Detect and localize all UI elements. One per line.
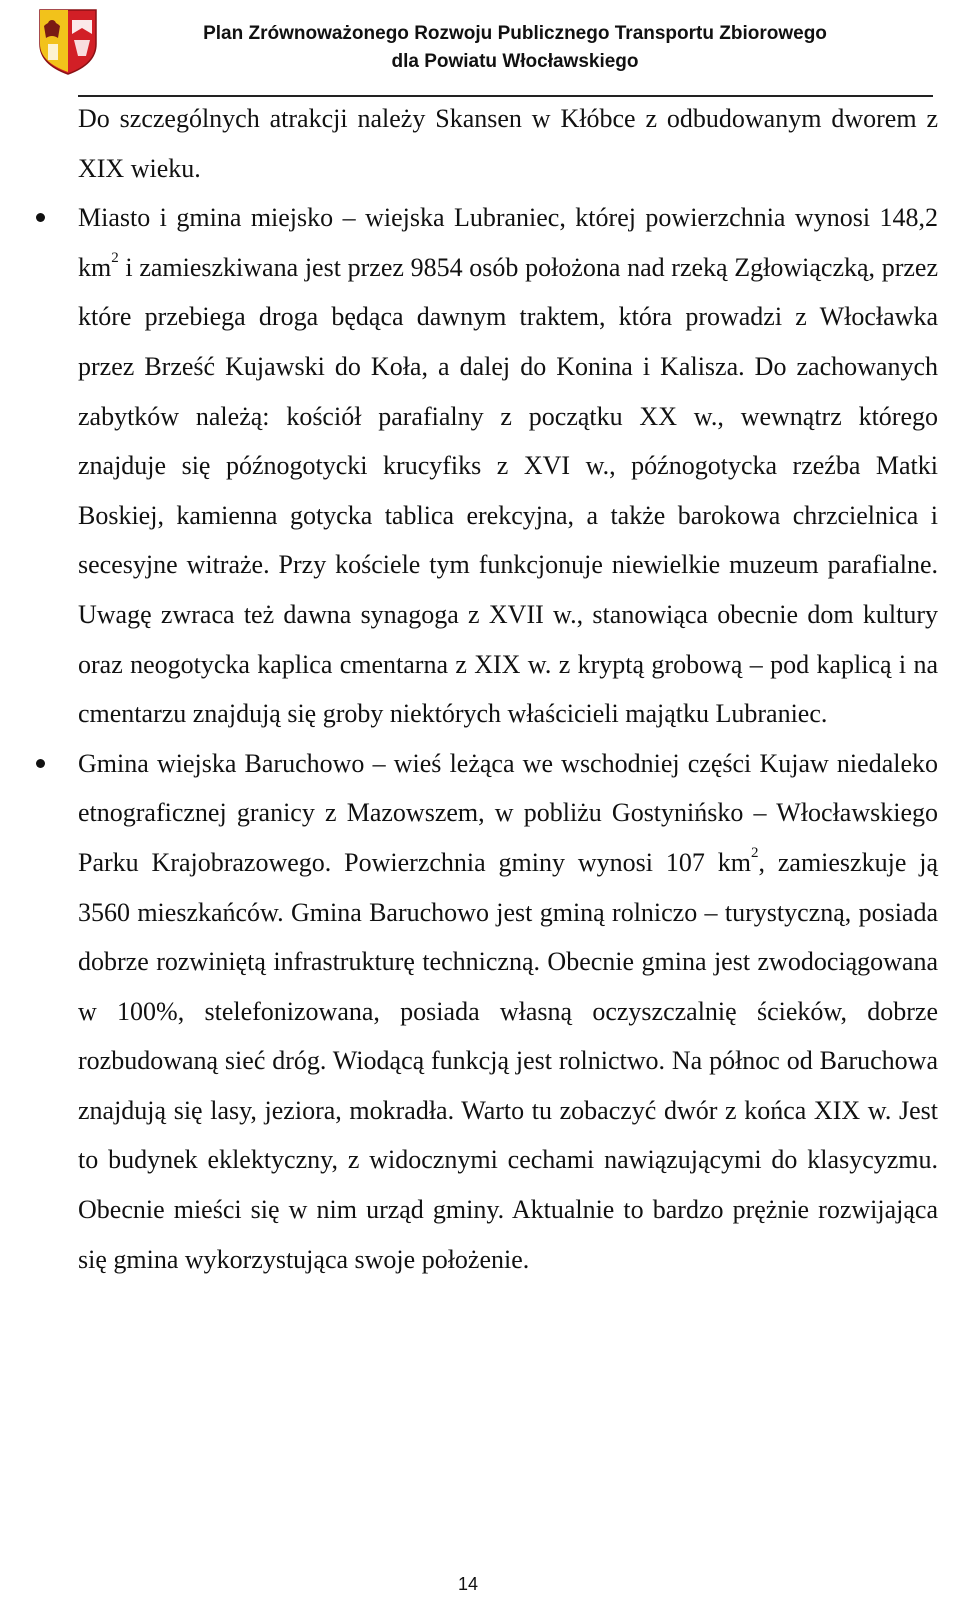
coat-of-arms-icon xyxy=(34,4,102,76)
document-title-line1: Plan Zrównoważonego Rozwoju Publicznego Transportu Zbiorowego xyxy=(203,23,827,44)
list-item-baruchowo xyxy=(78,739,938,1285)
paragraph-baruchowo xyxy=(78,739,938,1285)
paragraph-continuation: Do szczególnych atrakcji należy Skansen w Kłóbce z odbudowanym dworem z XIX wieku. xyxy=(78,104,938,183)
body-text xyxy=(78,94,938,1284)
baruchowo-text-part2: , zamieszkuje ją 3560 mieszkańców. Gmina Baruchowo jest gminą rolniczo – turystyczną, posiada dobrze rozwiniętą infrastrukturę techniczną. Obecnie gmina jest zwodociągowana w 100%, stelefonizowana, posiada własną oczyszczalnię ścieków, dobrze rozbudowaną sieć dróg. Wiodącą funkcją jest rolnictwo. Na północ od Baruchowa znajdują się lasy, jeziora, mokradła. Warto tu zobaczyć dwór z końca XIX w. Jest to budynek eklektyczny, z widocznymi cechami nawiązującymi do klasycyzmu. Obecnie mieści się w nim urząd gminy. Aktualnie to bardzo prężnie rozwijająca się gmina wykorzystująca swoje położenie. xyxy=(78,847,938,1274)
page-header xyxy=(0,0,960,100)
document-title-line2: dla Powiatu Włocławskiego xyxy=(391,51,639,72)
list-item-lubraniec xyxy=(78,193,938,739)
bullet-icon xyxy=(36,759,45,768)
lubraniec-text-part1: Miasto i gmina miejsko – wiejska Lubraniec, której powierzchnia wynosi 148,2 km xyxy=(78,203,938,282)
bullet-icon xyxy=(36,213,45,222)
page-number: 14 xyxy=(457,1574,479,1594)
superscript-2: 2 xyxy=(111,249,119,266)
paragraph-lubraniec xyxy=(78,193,938,739)
document-title xyxy=(170,20,860,76)
baruchowo-text-part1: Gmina wiejska Baruchowo – wieś leżąca we wschodniej części Kujaw niedaleko etnograficznej granicy z Mazowszem, w pobliżu Gostynińsko – Włocławskiego Parku Krajobrazowego. Powierzchnia gminy wynosi 107 km xyxy=(78,748,938,877)
superscript-2: 2 xyxy=(750,844,759,861)
lubraniec-text-part2: i zamieszkiwana jest przez 9854 osób położona nad rzeką Zgłowiączką, przez które przebiega droga będąca dawnym traktem, która prowadzi z Włocławka przez Brześć Kujawski do Koła, a dalej do Konina i Kalisza. Do zachowanych zabytków należą: kościół parafialny z początku XX w., wewnątrz którego znajduje się późnogotycki krucyfiks z XVI w., późnogotycka rzeźba Matki Boskiej, kamienna gotycka tablica erekcyjna, a także barokowa chrzcielnica i secesyjne witraże. Przy kościele tym funkcjonuje niewielkie muzeum parafialne. Uwagę zwraca też dawna synagoga z XVII w., stanowiąca obecnie dom kultury oraz neogotycka kaplica cmentarna z XIX w. z kryptą grobową – pod kaplicą i na cmentarzu znajdują się groby niektórych właścicieli majątku Lubraniec. xyxy=(78,252,938,729)
